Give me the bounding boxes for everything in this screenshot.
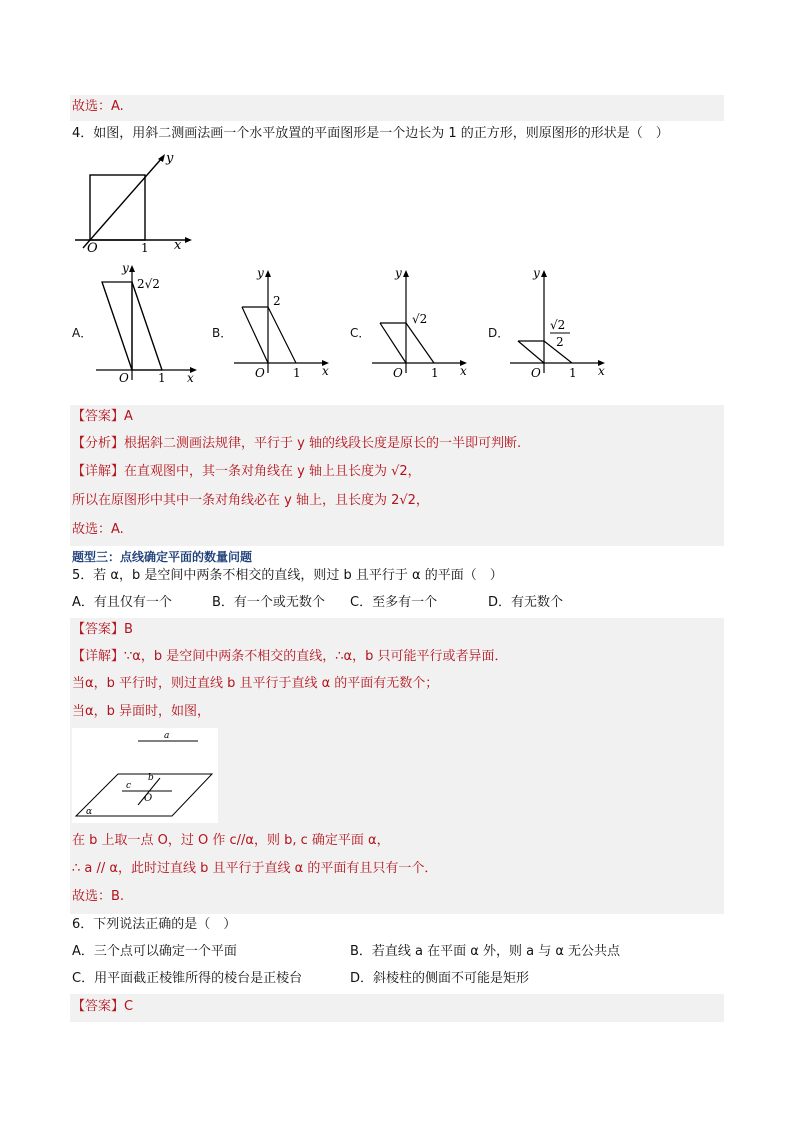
q4-stem: 4．如图，用斜二测画法画一个水平放置的平面图形是一个边长为 1 的正方形，则原图形的形状是（ ）: [72, 126, 669, 141]
svg-text:a: a: [164, 731, 170, 741]
q4-conclusion: 故选：A.: [72, 522, 124, 537]
label-1: 1: [141, 241, 149, 255]
svg-text:2: 2: [556, 335, 564, 349]
q4-option-b-figure[interactable]: [230, 265, 335, 385]
svg-text:x: x: [598, 364, 605, 378]
q4-detail-2: 所以在原图形中其中一条对角线必在 y 轴上，且长度为 2√2，: [72, 493, 429, 508]
svg-text:y: y: [533, 266, 540, 280]
svg-text:α: α: [86, 807, 93, 817]
q4-option-d-letter[interactable]: D．: [488, 326, 510, 340]
svg-text:1: 1: [431, 366, 439, 380]
svg-text:2: 2: [273, 294, 281, 308]
q4-option-a-letter[interactable]: A．: [72, 326, 93, 340]
svg-text:x: x: [460, 364, 467, 378]
svg-text:√2: √2: [412, 312, 428, 326]
q6-option-a[interactable]: A．三个点可以确定一个平面: [72, 944, 237, 959]
svg-text:x: x: [322, 364, 329, 378]
q4-option-d-figure[interactable]: [506, 265, 616, 385]
q5-option-d[interactable]: D．有无数个: [488, 595, 564, 610]
svg-text:2√2: 2√2: [137, 277, 160, 291]
q5-detail-2: 当α，b 平行时，则过直线 b 且平行于直线 α 的平面有无数个；: [72, 676, 439, 691]
q6-stem: 6．下列说法正确的是（ ）: [72, 917, 237, 932]
q5-option-b[interactable]: B．有一个或无数个: [212, 595, 325, 610]
q4-option-c-letter[interactable]: C．: [350, 326, 371, 340]
svg-text:c: c: [126, 781, 132, 791]
q5-detail-1: 【详解】∵α，b 是空间中两条不相交的直线，∴α，b 只可能平行或者异面．: [72, 649, 508, 664]
svg-text:y: y: [122, 261, 129, 275]
q4-analysis: 【分析】根据斜二测画法规律，平行于 y 轴的线段长度是原长的一半即可判断.: [72, 436, 522, 451]
q4-option-b-letter[interactable]: B．: [212, 326, 233, 340]
svg-text:1: 1: [569, 366, 577, 380]
svg-text:O: O: [393, 366, 403, 380]
svg-text:1: 1: [158, 371, 166, 385]
q5-conclusion: 故选：B.: [72, 889, 125, 904]
y-axis: [83, 158, 162, 248]
svg-text:b: b: [148, 773, 154, 783]
q6-answer: 【答案】C: [72, 999, 134, 1014]
svg-text:√2: √2: [550, 318, 566, 332]
section-heading: 题型三：点线确定平面的数量问题: [72, 550, 253, 564]
q5-detail-4: 在 b 上取一点 O，过 O 作 c//α，则 b, c 确定平面 α，: [72, 833, 390, 848]
svg-text:y: y: [257, 266, 264, 280]
q5-option-a[interactable]: A．有且仅有一个: [72, 595, 172, 610]
q3-conclusion: 故选：A.: [72, 99, 124, 114]
label-o: O: [87, 241, 98, 256]
q5-detail-5: ∴ a // α，此时过直线 b 且平行于直线 α 的平面有且只有一个．: [72, 861, 438, 876]
q5-stem: 5．若 α，b 是空间中两条不相交的直线，则过 b 且平行于 α 的平面（ ）: [72, 568, 503, 583]
svg-text:O: O: [144, 793, 153, 804]
q5-answer: 【答案】B: [72, 622, 133, 637]
shade-band: [70, 994, 724, 1022]
q6-option-d[interactable]: D．斜棱柱的侧面不可能是矩形: [350, 971, 530, 986]
label-y: y: [166, 151, 174, 166]
q5-detail-3: 当α，b 异面时，如图，: [72, 704, 210, 719]
svg-text:1: 1: [293, 366, 301, 380]
svg-text:O: O: [119, 371, 129, 385]
q4-option-a-figure[interactable]: [92, 258, 202, 388]
x-arrow: [185, 237, 192, 243]
q6-option-c[interactable]: C．用平面截正棱锥所得的棱台是正棱台: [72, 971, 303, 986]
svg-text:x: x: [187, 371, 194, 385]
q4-main-figure: [70, 148, 200, 258]
label-x: x: [174, 238, 182, 253]
q4-detail-1: 【详解】在直观图中，其一条对角线在 y 轴上且长度为 √2，: [72, 464, 421, 479]
shade-band: [70, 95, 724, 121]
q5-figure: [72, 728, 218, 823]
q6-option-b[interactable]: B．若直线 a 在平面 α 外，则 a 与 α 无公共点: [350, 944, 621, 959]
svg-text:O: O: [255, 366, 265, 380]
svg-text:O: O: [531, 366, 541, 380]
svg-text:y: y: [395, 266, 402, 280]
q5-option-c[interactable]: C．至多有一个: [350, 595, 438, 610]
q4-answer: 【答案】A: [72, 409, 133, 424]
q4-option-c-figure[interactable]: [368, 265, 473, 385]
